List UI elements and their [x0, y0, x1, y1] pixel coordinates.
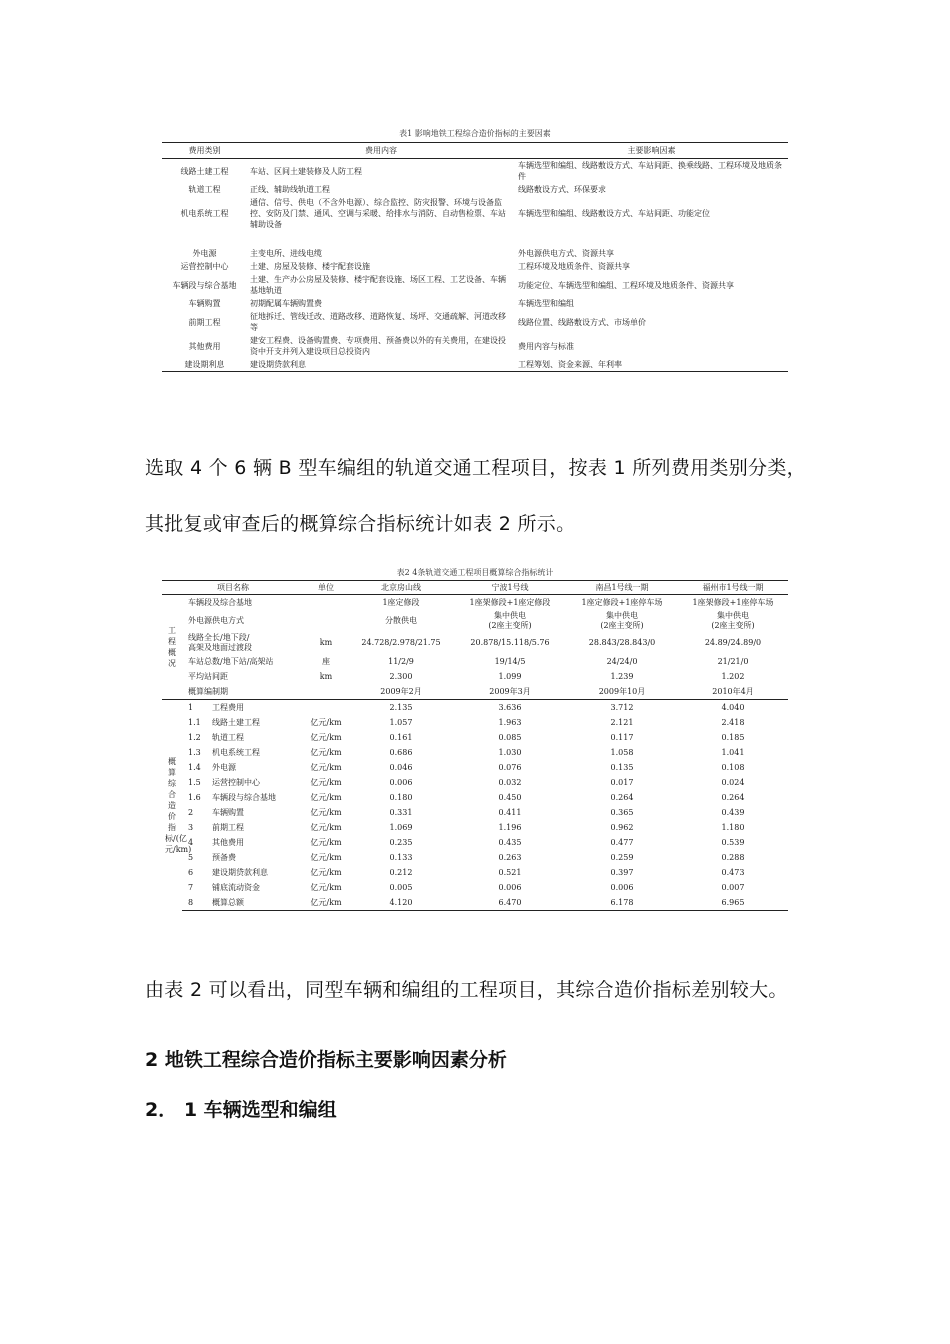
- table2-unit: 亿元/km: [310, 837, 342, 847]
- table2-value: 0.264: [721, 792, 745, 802]
- table2-value: 0.962: [610, 822, 634, 832]
- table-row: [162, 654, 788, 669]
- table2-item-label: 其他费用: [212, 837, 244, 847]
- table2-value: 24.89/24.89/0: [704, 638, 762, 647]
- table2-value: 2009年10月: [598, 686, 646, 696]
- table2-item-number: 1.5: [188, 777, 201, 787]
- table2-unit: 亿元/km: [304, 895, 348, 911]
- table-row: [162, 805, 788, 820]
- table2-value: 0.006: [389, 777, 413, 787]
- table2-value: 0.032: [498, 777, 522, 787]
- table-row: [162, 297, 788, 310]
- table-row: [162, 820, 788, 835]
- table2-value: 1.196: [498, 822, 522, 832]
- table2-value: 2.300: [389, 671, 413, 681]
- table2-item-name: [182, 775, 304, 790]
- table-row: [162, 183, 788, 196]
- table1-content: 主变电所、进线电缆: [250, 249, 322, 258]
- table2-value: 2009年3月: [489, 686, 531, 696]
- table2-value: 21/21/0: [717, 656, 749, 666]
- table2-value: 1座架修段+1座定修段: [469, 597, 551, 607]
- table2-value: 0.477: [610, 837, 634, 847]
- table2-value: 2010年4月: [712, 686, 754, 696]
- table2-item-number: 4: [188, 837, 194, 847]
- table2-item-number: 6: [188, 867, 194, 877]
- table2-value: 2.418: [721, 717, 745, 727]
- table2-value: 0.411: [498, 807, 522, 817]
- table1-category: 前期工程: [188, 317, 221, 327]
- table1-category: 外电源: [192, 249, 217, 258]
- table-row: [162, 595, 788, 611]
- table2-unit: 亿元/km: [310, 717, 342, 727]
- table-row: [162, 310, 788, 334]
- table-row: [162, 684, 788, 700]
- table1-category: 其他费用: [188, 341, 221, 351]
- table2-value: 集中供电 (2座主变所): [600, 611, 644, 630]
- table1-content: 车站、区间土建装修及人防工程: [250, 166, 362, 176]
- table2-caption: 表2 4条轨道交通工程项目概算综合指标统计: [396, 568, 554, 577]
- table2-value: 集中供电 (2座主变所): [488, 611, 532, 630]
- table2-value: 24/24/0: [606, 656, 638, 666]
- table2-item-name: 外电源供电方式: [188, 616, 244, 625]
- table2-value: 0.024: [721, 777, 745, 787]
- table2-item-label: 线路土建工程: [212, 717, 260, 727]
- table1-content: 建安工程费、设备购置费、专项费用、预备费以外的有关费用，在建设投资中开支并列入建设项目总投资内: [250, 336, 506, 356]
- table-row: [162, 790, 788, 805]
- table2-unit: 亿元/km: [310, 882, 342, 892]
- table-row: [162, 260, 788, 273]
- table2-value: 3.636: [454, 700, 566, 716]
- table2-unit: 亿元/km: [310, 732, 342, 742]
- table2-value: 0.133: [389, 852, 413, 862]
- table1-factors: 线路位置、线路敷设方式、市场单价: [518, 317, 646, 327]
- table2-item-name: 车站总数/地下站/高架站: [188, 656, 274, 666]
- table1-category: 车辆段与综合基地: [172, 280, 237, 290]
- table-row: [162, 775, 788, 790]
- table2-value: 0.235: [389, 837, 413, 847]
- table2-item-label: 预备费: [212, 852, 236, 862]
- table1-factors: 工程筹划、资金来源、年利率: [515, 358, 788, 372]
- table-row: [162, 895, 788, 911]
- table1-factors: 车辆选型和编组: [518, 299, 574, 308]
- table1-spacer-cell: [162, 231, 788, 247]
- table1-factors: 功能定位、车辆选型和编组、工程环境及地质条件、资源共享: [518, 280, 734, 290]
- table2-item-name: [182, 880, 304, 895]
- table1-category: 建设期利息: [162, 358, 247, 372]
- table2-value: 4.040: [678, 700, 788, 716]
- table1-spacer: [162, 231, 788, 247]
- table1-category: 线路土建工程: [180, 166, 229, 176]
- table2-item-name: [182, 850, 304, 865]
- table1-content: 初期配属车辆购置费: [250, 299, 322, 308]
- table2-item-number: 1.4: [188, 762, 201, 772]
- table2-item-name: [182, 700, 304, 716]
- table2-value: 0.017: [610, 777, 634, 787]
- table2-value: 1.239: [610, 671, 634, 681]
- table2-unit: [304, 684, 348, 700]
- table2-header-cell: 福州市1号线一期: [678, 581, 788, 595]
- table2-header-cell: 北京房山线: [348, 581, 454, 595]
- table2-value: 0.006: [498, 882, 522, 892]
- table1-content: 土建、房屋及装修、楼宇配套设施: [250, 262, 370, 271]
- table2-value: 1.099: [498, 671, 522, 681]
- table2-value: 0.521: [498, 867, 522, 877]
- table2-unit: 亿元/km: [310, 852, 342, 862]
- paragraph-conclusion: 由表 2 可以看出，同型车辆和编组的工程项目，其综合造价指标差别较大。: [145, 979, 788, 1001]
- table2-item-label: 建设期贷款利息: [212, 867, 268, 877]
- table2-item-label: 概算总额: [212, 897, 244, 907]
- table1-header: [162, 143, 788, 159]
- table1-factors: 费用内容与标准: [518, 341, 574, 351]
- table-row: [162, 196, 788, 231]
- table2-value: 0.288: [721, 852, 745, 862]
- table1-header-cell: 主要影响因素: [515, 143, 788, 159]
- table2-item-number: 1.1: [188, 717, 201, 727]
- table2-item-label: 运营控制中心: [212, 777, 260, 787]
- table1-content: 土建、生产办公房屋及装修、楼宇配套设施、场区工程、工艺设备、车辆基地轨道: [250, 275, 506, 295]
- table2-item-label: 前期工程: [212, 822, 244, 832]
- table2-value: 2.121: [610, 717, 634, 727]
- table2-item-name: [182, 760, 304, 775]
- table2-value: 2009年2月: [380, 686, 422, 696]
- table2-value: 0.397: [610, 867, 634, 877]
- table2-unit: 亿元/km: [310, 867, 342, 877]
- table2-value: 0.263: [498, 852, 522, 862]
- table2-value: 1座架修段+1座停车场: [692, 597, 774, 607]
- table2-item-name: [182, 820, 304, 835]
- table1-factors: 外电源供电方式、资源共享: [518, 249, 614, 258]
- table2-value: 0.046: [389, 762, 413, 772]
- table-row: [162, 159, 788, 184]
- table2-value: 0.085: [498, 732, 522, 742]
- table2-header-cell: 单位: [304, 581, 348, 595]
- table1-content: 建设期贷款利息: [247, 358, 515, 372]
- table-row: [162, 880, 788, 895]
- table2-value: 1座定修段: [382, 597, 420, 607]
- table2-value: 0.450: [498, 792, 522, 802]
- table-row: [162, 745, 788, 760]
- table2-item-label: 车辆购置: [212, 807, 244, 817]
- table1-grid: [162, 142, 788, 372]
- paragraph-intro: 选取 4 个 6 辆 B 型车编组的轨道交通工程项目，按表 1 所列费用类别分类，其批复或审查后的概算综合指标统计如表 2 所示。: [145, 457, 806, 535]
- table2-value: 28.843/28.843/0: [588, 638, 656, 647]
- table2-item-label: 外电源: [212, 762, 236, 772]
- table2-value: 1.057: [389, 717, 413, 727]
- table2-value: 20.878/15.118/5.76: [470, 638, 550, 647]
- table2-unit: 亿元/km: [310, 762, 342, 772]
- table2-value: 集中供电 (2座主变所): [711, 611, 755, 630]
- table2-item-name: 线路全长/地下段/ 高架及地面过渡段: [188, 633, 252, 652]
- table1-factors: 车辆选型和编组、线路敷设方式、车站间距、功能定位: [518, 209, 710, 218]
- table2-value: 0.365: [610, 807, 634, 817]
- table2-unit: [304, 595, 348, 611]
- table2-value: 6.470: [454, 895, 566, 911]
- table2-item-number: 1.6: [188, 792, 201, 802]
- table2-item-number: 3: [188, 822, 194, 832]
- table2-group-costs: 概算综合造价指标/(亿元/km): [162, 700, 182, 911]
- table1-content: 通信、信号、供电（不含外电源）、综合监控、防灾报警、环境与设备监控、安防及门禁、通风、空调与采暖、给排水与消防、自动售检票、车站辅助设备: [250, 198, 506, 229]
- table2-item-number: 7: [188, 882, 194, 892]
- table-row: [162, 850, 788, 865]
- table1-category: 车辆购置: [188, 299, 221, 308]
- table2-item-name: 平均站间距: [188, 671, 228, 681]
- table2-unit: 亿元/km: [310, 807, 342, 817]
- table2-item-name: [182, 745, 304, 760]
- table2-value: 11/2/9: [388, 656, 414, 666]
- table2-header-cell: 项目名称: [162, 581, 304, 595]
- table-row: [162, 865, 788, 880]
- table-row: [162, 247, 788, 260]
- table2-unit: 亿元/km: [310, 747, 342, 757]
- table-row: [162, 715, 788, 730]
- table2-item-label: 机电系统工程: [212, 747, 260, 757]
- table2-value: 0.180: [389, 792, 413, 802]
- table2-value: 2.135: [348, 700, 454, 716]
- table2-item-name: [182, 730, 304, 745]
- table2-item-name: [182, 805, 304, 820]
- table2-unit: 座: [322, 656, 330, 666]
- table2-value: 0.135: [610, 762, 634, 772]
- table-row: [162, 730, 788, 745]
- table2-item-name: [182, 835, 304, 850]
- table1-category: 机电系统工程: [180, 209, 229, 218]
- table2-item-label: 工程费用: [212, 702, 244, 712]
- table1-header-cell: 费用类别: [162, 143, 247, 159]
- table2: [162, 566, 788, 911]
- table2-value: 0.005: [389, 882, 413, 892]
- table2-unit: 亿元/km: [310, 777, 342, 787]
- table2-unit: km: [319, 638, 333, 647]
- table1-category: 运营控制中心: [180, 262, 229, 271]
- table2-header-cell: 南昌1号线一期: [566, 581, 678, 595]
- table2-value: 1.180: [721, 822, 745, 832]
- table2-value: 6.178: [566, 895, 678, 911]
- table2-item-number: 1: [188, 702, 194, 712]
- table2-value: 0.331: [389, 807, 413, 817]
- table2-value: 1.041: [721, 747, 745, 757]
- table2-value: 1座定修段+1座停车场: [581, 597, 663, 607]
- table2-item-name: [182, 865, 304, 880]
- table2-value: 0.264: [610, 792, 634, 802]
- table1-factors: 工程环境及地质条件、资源共享: [518, 262, 630, 271]
- table2-header: [162, 581, 788, 595]
- table2-item-name: [182, 790, 304, 805]
- table-row: [162, 669, 788, 684]
- table2-value: 0.439: [721, 807, 745, 817]
- table2-unit: 亿元/km: [310, 822, 342, 832]
- table2-value: 19/14/5: [494, 656, 526, 666]
- table2-value: 0.473: [721, 867, 745, 877]
- table-row: [162, 632, 788, 654]
- table1-content: 征地拆迁、管线迁改、道路改移、道路恢复、场坪、交通疏解、河道改移等: [250, 312, 506, 332]
- table2-value: 4.120: [348, 895, 454, 911]
- table2-value: 1.202: [721, 671, 745, 681]
- table2-item-number: 1.2: [188, 732, 201, 742]
- table2-item-name: 车辆段及综合基地: [188, 597, 252, 607]
- table2-item-number: 2: [188, 807, 194, 817]
- table2-value: 3.712: [566, 700, 678, 716]
- table2-value: 0.117: [610, 732, 634, 742]
- table2-unit: km: [319, 671, 333, 681]
- table2-group-overview: 工程概况: [168, 626, 176, 668]
- subsection-heading: 2． 1 车辆选型和编组: [145, 1099, 337, 1121]
- table-row: [162, 700, 788, 716]
- table2-item-name: [182, 895, 304, 911]
- table2-item-number: 1.3: [188, 747, 201, 757]
- table-row: [162, 835, 788, 850]
- table2-value: 24.728/2.978/21.75: [361, 638, 441, 647]
- table1-header-cell: 费用内容: [247, 143, 515, 159]
- table2-grid: [162, 580, 788, 911]
- table-row: [162, 334, 788, 358]
- table2-value: 0.259: [610, 852, 634, 862]
- table2-value: 1.069: [389, 822, 413, 832]
- table2-value: 0.007: [721, 882, 745, 892]
- table2-value: 1.963: [498, 717, 522, 727]
- table-row: [162, 358, 788, 372]
- table1-content: 正线、辅助线轨道工程: [250, 185, 330, 194]
- table-row: [162, 760, 788, 775]
- table2-value: 0.076: [498, 762, 522, 772]
- table2-value: 1.030: [498, 747, 522, 757]
- table2-item-number: 5: [188, 852, 194, 862]
- table2-value: 0.686: [389, 747, 413, 757]
- table2-value: 0.161: [389, 732, 413, 742]
- table1-caption: 表1 影响地铁工程综合造价指标的主要因素: [399, 129, 551, 138]
- table1-factors: 车辆选型和编组、线路敷设方式、车站间距、换乘线路、工程环境及地质条件: [518, 161, 782, 181]
- table2-item-name: 概算编制期: [188, 686, 228, 696]
- table2-value: 0.539: [721, 837, 745, 847]
- table2-value: 0.006: [610, 882, 634, 892]
- table1-category: 轨道工程: [188, 185, 221, 194]
- table2-value: 0.185: [721, 732, 745, 742]
- table2-value: 0.108: [721, 762, 745, 772]
- table2-value: 分散供电: [385, 616, 417, 625]
- table2-unit: [304, 610, 348, 632]
- table2-item-number: 8: [188, 897, 194, 907]
- table2-unit: [304, 700, 348, 716]
- table2-item-label: 铺底流动资金: [212, 882, 260, 892]
- table2-value: 1.058: [610, 747, 634, 757]
- table1: [162, 126, 788, 372]
- table2-item-label: 轨道工程: [212, 732, 244, 742]
- table2-header-cell: 宁波1号线: [454, 581, 566, 595]
- section-heading: 2 地铁工程综合造价指标主要影响因素分析: [145, 1049, 507, 1071]
- table2-value: 0.212: [389, 867, 413, 877]
- table-row: [162, 610, 788, 632]
- table2-value: 6.965: [678, 895, 788, 911]
- table2-value: 0.435: [498, 837, 522, 847]
- table2-unit: 亿元/km: [310, 792, 342, 802]
- table-row: [162, 273, 788, 297]
- table2-item-name: [182, 715, 304, 730]
- table2-item-label: 车辆段与综合基地: [212, 792, 276, 802]
- table1-factors: 线路敷设方式、环保要求: [518, 185, 606, 194]
